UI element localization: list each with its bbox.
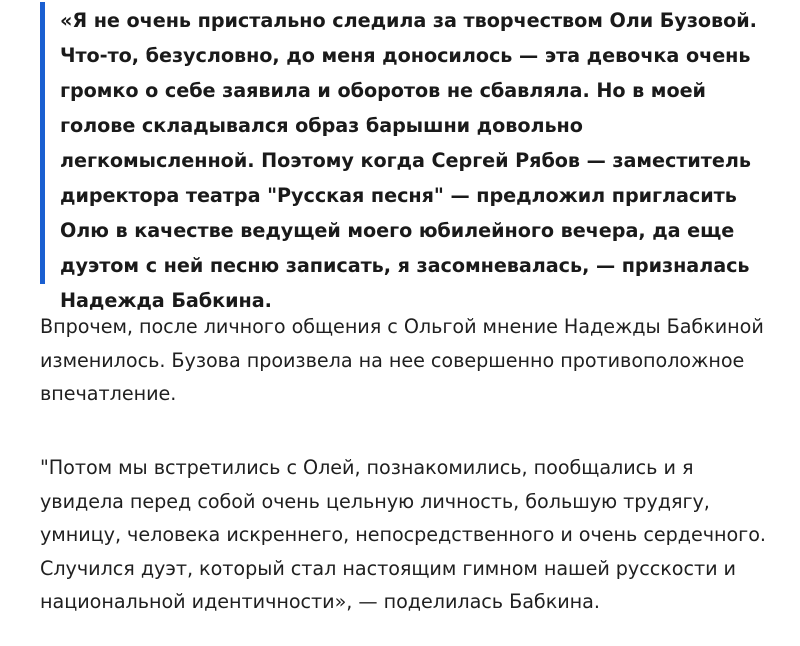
article-paragraph: "Потом мы встретились с Олей, познакомились, пообщались и я увидела перед собой очень цельную личность, большую трудягу, умницу, человека искреннего, непосредственного и очень сердечного. Случился дуэт, который стал настоящим гимном нашей русскости и национальной идентичности», — поделилась Бабкина. [40, 456, 766, 613]
pull-quote [40, 2, 780, 312]
article-paragraph: Впрочем, после личного общения с Ольгой мнение Надежды Бабкиной изменилось. Бузова произвела на нее совершенно противоположное впечатление. [40, 315, 764, 405]
quote-text: «Я не очень пристально следила за творчеством Оли Бузовой. Что-то, безусловно, до меня доносилось — эта девочка очень громко о себе заявила и оборотов не сбавляла. Но в моей голове складывался образ барышни довольно легкомысленной. Поэтому когда Сергей Рябов — заместитель директора театра "Русская песня" — предложил пригласить Олю в качестве ведущей моего юбилейного вечера, да еще дуэтом с ней песню записать, я засомневалась, — призналась Надежда Бабкина. [60, 9, 757, 312]
